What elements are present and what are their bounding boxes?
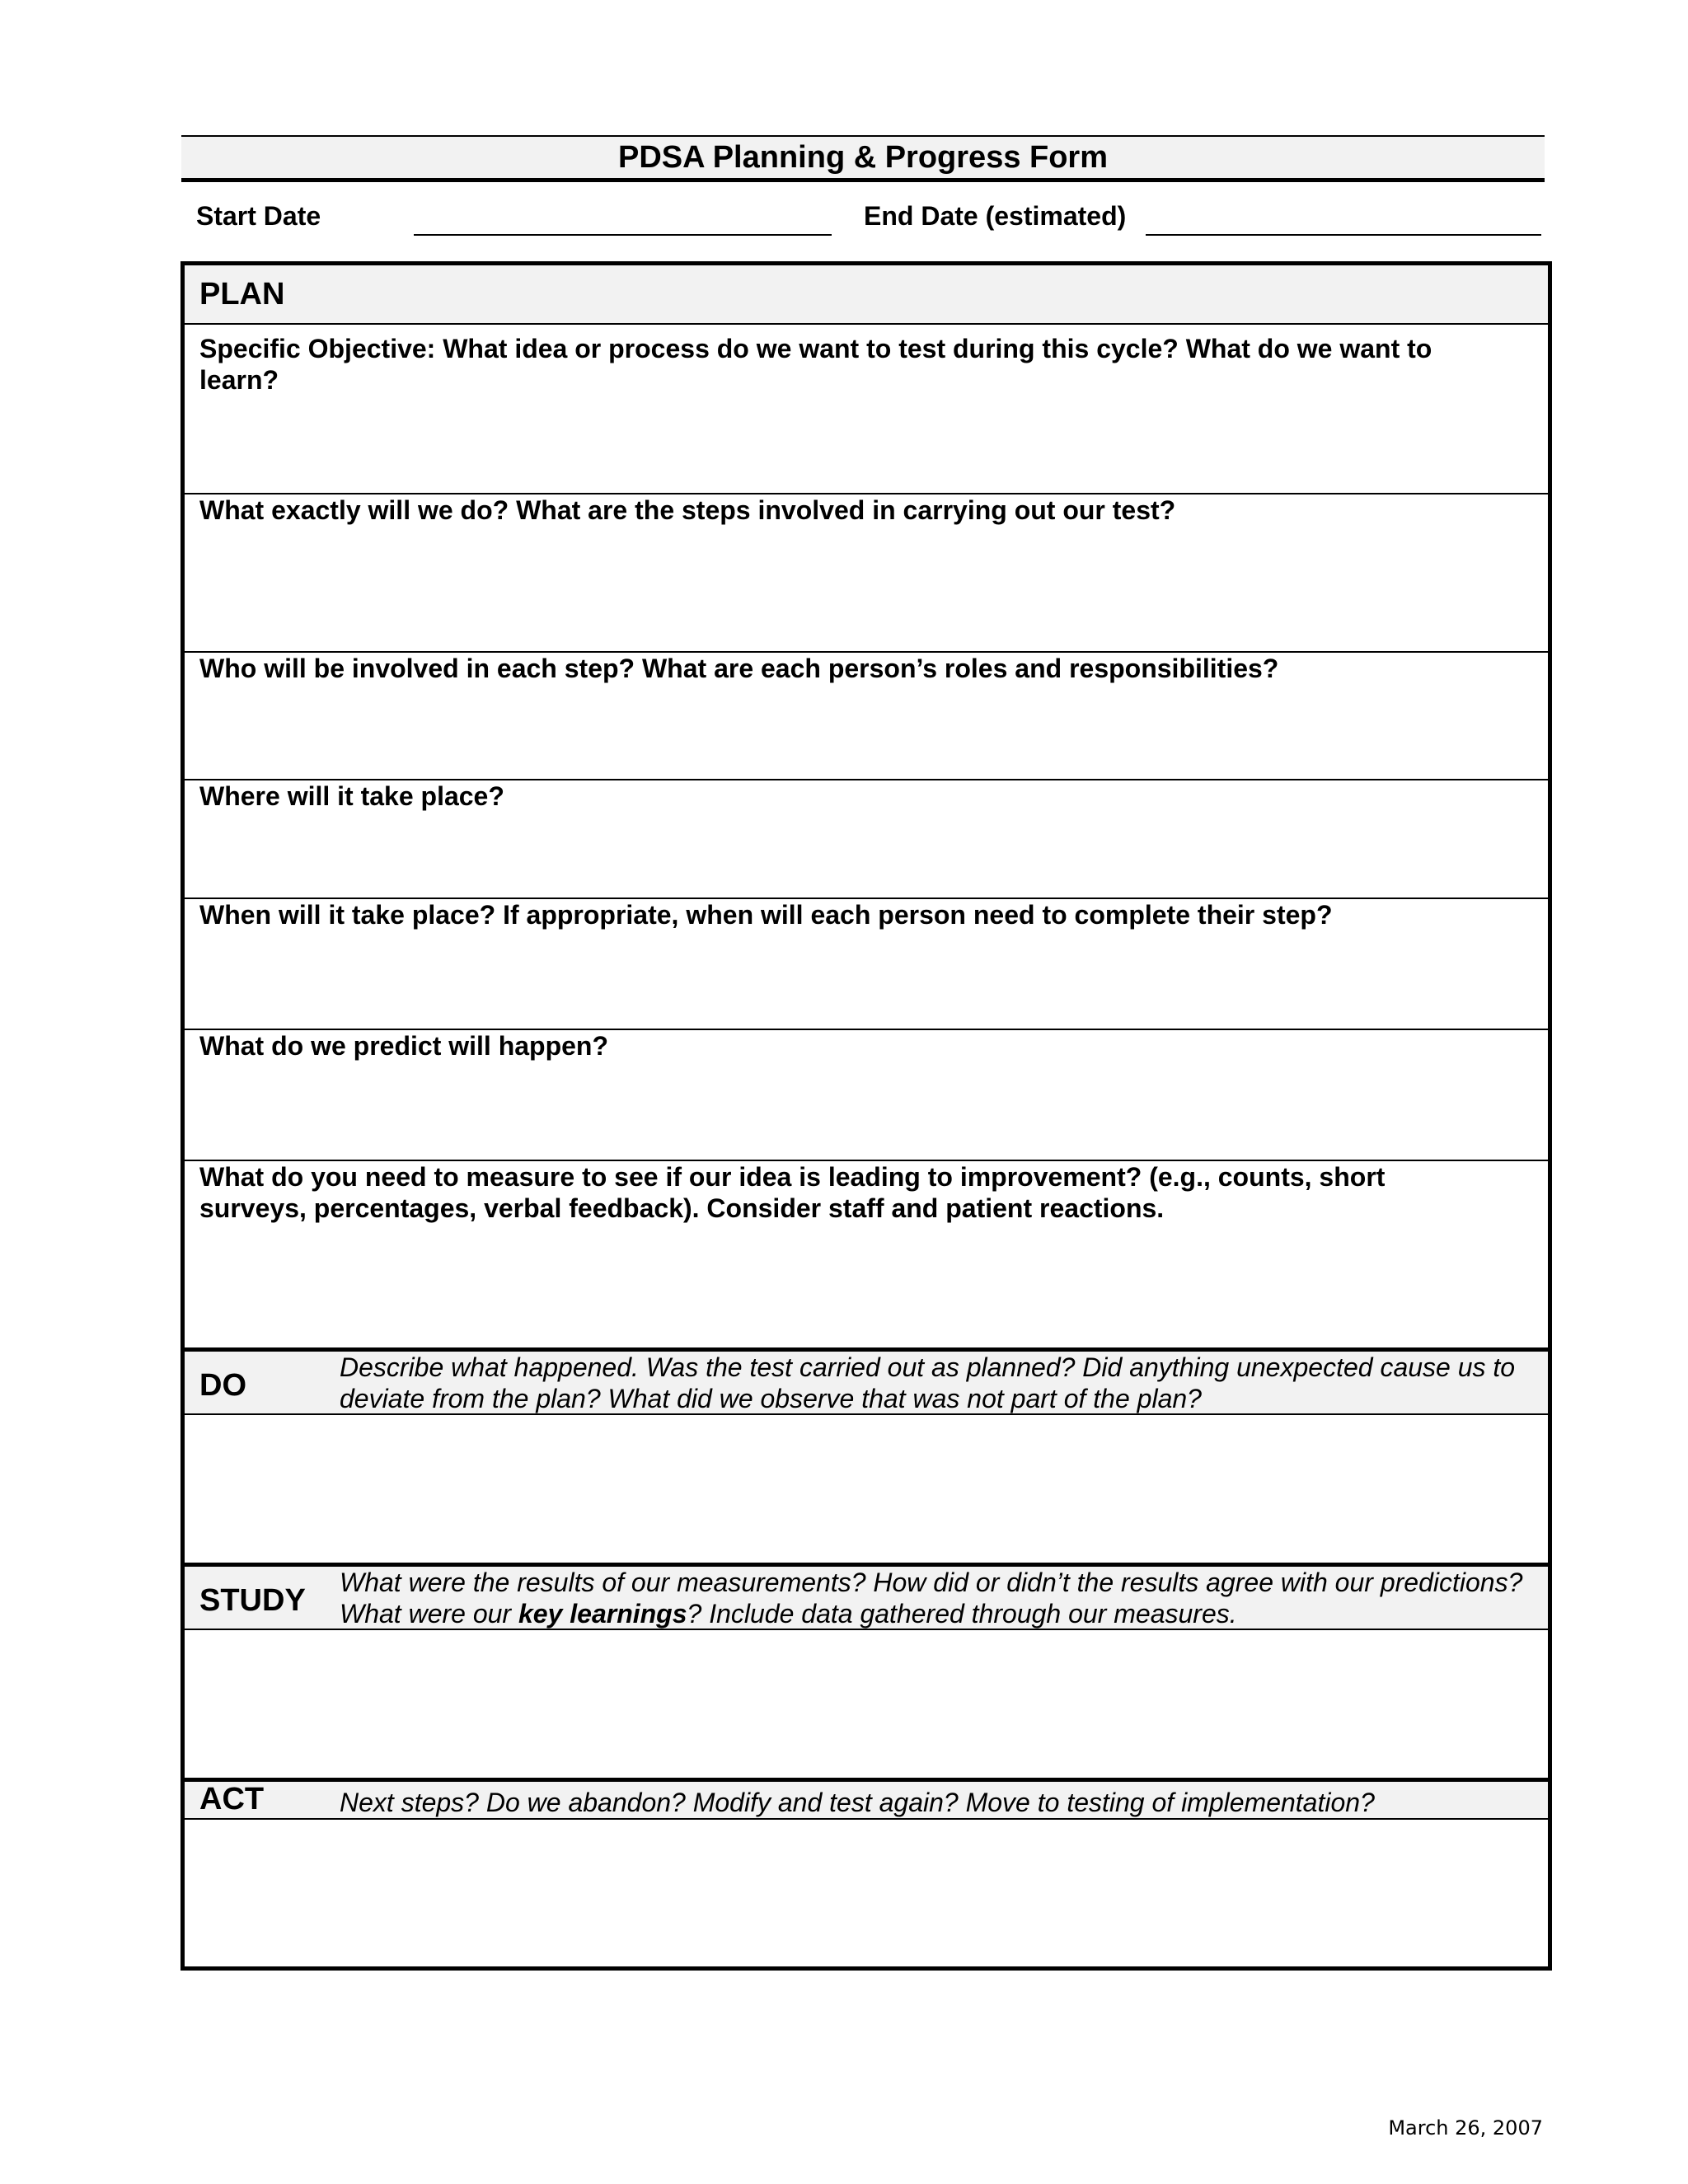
plan-question-steps: What exactly will we do? What are the steps involved in carrying out our test? [199, 495, 1176, 525]
act-label: ACT [199, 1782, 265, 1816]
plan-question-when: When will it take place? If appropriate, when will each person need to complete their step? [199, 900, 1333, 930]
footer-date: March 26, 2007 [1388, 2116, 1543, 2139]
plan-answer-when[interactable] [185, 938, 1548, 1020]
do-label: DO [199, 1368, 246, 1403]
plan-answer-roles[interactable] [185, 691, 1548, 774]
plan-question-predict: What do we predict will happen? [199, 1031, 609, 1061]
study-label: STUDY [199, 1583, 306, 1618]
plan-label: PLAN [199, 277, 285, 312]
start-date-field[interactable] [414, 234, 832, 236]
act-prompt: Next steps? Do we abandon? Modify and test again? Move to testing of implementation? [340, 1788, 1375, 1817]
study-prompt-part1: What were the results of our measurements? How did or didn’t the results agree with our predictions? What were our [340, 1568, 1523, 1629]
start-date-label: Start Date [196, 201, 321, 231]
study-header [185, 1567, 1548, 1629]
form-title: PDSA Planning & Progress Form [617, 139, 1109, 175]
end-date-field[interactable] [1146, 234, 1541, 236]
plan-header [185, 265, 1548, 323]
do-answer[interactable] [185, 1415, 1548, 1555]
plan-answer-measure[interactable] [185, 1233, 1548, 1340]
study-prompt [340, 1567, 1531, 1629]
plan-question-where: Where will it take place? [199, 781, 504, 811]
study-prompt-part2: ? Include data gathered through our measures. [687, 1599, 1237, 1629]
plan-answer-objective[interactable] [185, 405, 1548, 488]
pdsa-form [181, 261, 1552, 1971]
divider [185, 323, 1548, 325]
act-answer[interactable] [185, 1820, 1548, 1964]
study-answer[interactable] [185, 1630, 1548, 1770]
do-prompt: Describe what happened. Was the test carried out as planned? Did anything unexpected cause us to deviate from the plan? What did we observe that was not part of the plan? [340, 1352, 1516, 1413]
act-header [185, 1782, 1548, 1818]
plan-question-roles: Who will be involved in each step? What are each person’s roles and responsibilities? [199, 654, 1279, 683]
form-title-bar [181, 135, 1545, 182]
end-date-label: End Date (estimated) [864, 201, 1127, 231]
plan-question-measure: What do you need to measure to see if our idea is leading to improvement? (e.g., counts, short surveys, percentages, verbal feedback). Consider staff and patient reactions. [199, 1162, 1386, 1223]
study-prompt-key-learnings: key learnings [518, 1599, 687, 1629]
plan-question-objective: Specific Objective: What idea or process do we want to test during this cycle? What do we want to learn? [199, 334, 1432, 395]
plan-answer-predict[interactable] [185, 1069, 1548, 1151]
plan-answer-where[interactable] [185, 819, 1548, 893]
do-header [185, 1352, 1548, 1413]
plan-answer-steps[interactable] [185, 533, 1548, 644]
